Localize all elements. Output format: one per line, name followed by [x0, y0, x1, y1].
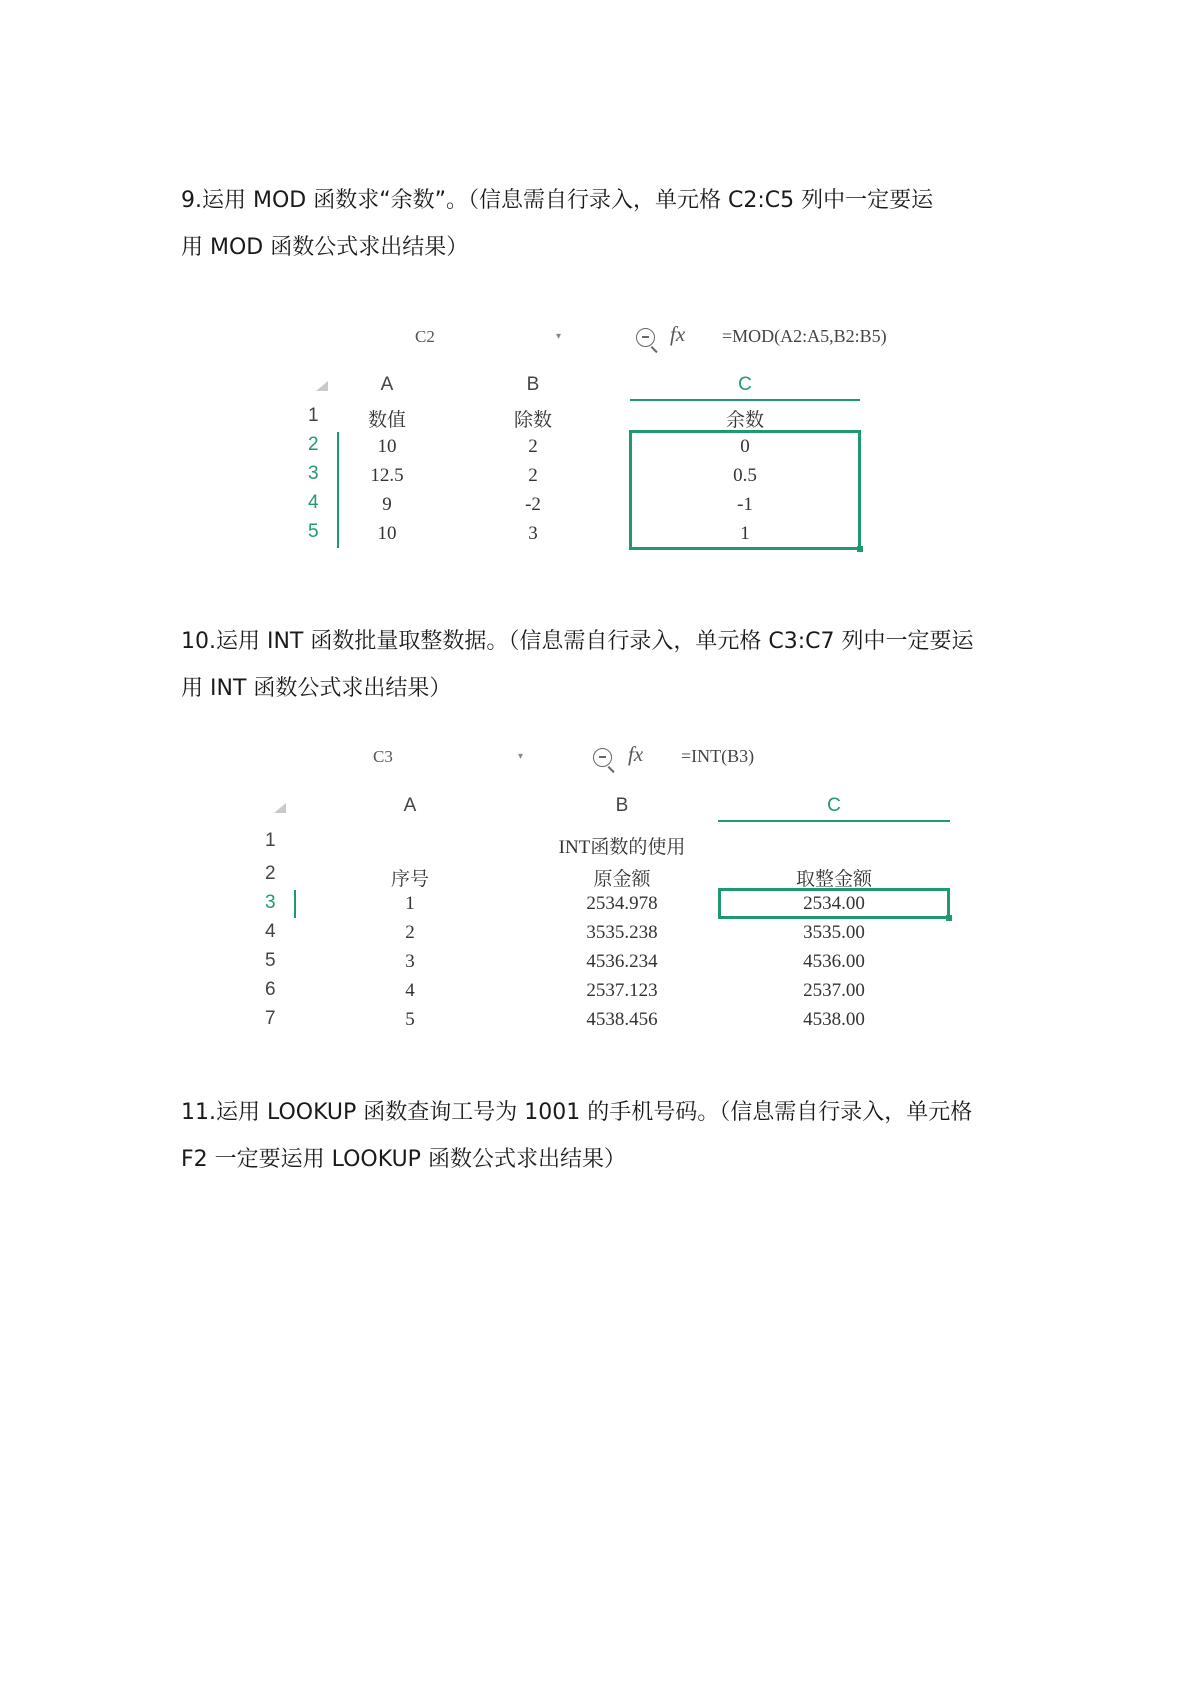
name-box[interactable]: C3 [373, 747, 393, 766]
select-all-corner-icon[interactable] [316, 381, 328, 391]
zoom-icon[interactable] [593, 748, 612, 767]
column-header-c[interactable]: C [738, 374, 752, 395]
cell-c3[interactable]: 0.5 [733, 465, 757, 486]
cell-b2[interactable]: 原金额 [593, 869, 651, 890]
row-header-3[interactable]: 3 [265, 892, 276, 913]
fill-handle[interactable] [946, 915, 952, 921]
cell-c2[interactable]: 取整金额 [795, 869, 873, 890]
selection-range [629, 430, 861, 550]
question-9 [181, 177, 1031, 271]
cell-c5[interactable]: 4536.00 [803, 951, 865, 972]
cell-c3[interactable]: 2534.00 [803, 893, 865, 914]
cell-a3[interactable]: 1 [405, 893, 415, 914]
cell-b2[interactable]: 2 [528, 436, 538, 457]
cell-b7[interactable]: 4538.456 [586, 1009, 658, 1030]
cell-b4[interactable]: 3535.238 [586, 922, 658, 943]
cell-c6[interactable]: 2537.00 [803, 980, 865, 1001]
cell-a1[interactable]: 数值 [367, 410, 407, 431]
cell-a5[interactable]: 3 [405, 951, 415, 972]
row-header-1[interactable]: 1 [308, 405, 319, 426]
active-row-indicator [294, 890, 296, 918]
selection-cell [718, 888, 950, 919]
fx-icon[interactable]: fx [670, 322, 686, 346]
row-header-3[interactable]: 3 [308, 463, 319, 484]
row-header-1[interactable]: 1 [265, 830, 276, 851]
cell-c4[interactable]: -1 [737, 494, 753, 515]
active-rows-indicator [337, 432, 339, 548]
row-header-5[interactable]: 5 [265, 950, 276, 971]
question-11-line-2: F2 一定要运用 LOOKUP 函数公式求出结果） [181, 1147, 626, 1172]
cell-c1[interactable]: 余数 [725, 410, 765, 431]
cell-c5[interactable]: 1 [740, 523, 750, 544]
row-header-2[interactable]: 2 [265, 863, 276, 884]
cell-b1-title[interactable]: INT函数的使用 [558, 837, 686, 858]
cell-c7[interactable]: 4538.00 [803, 1009, 865, 1030]
dropdown-icon[interactable]: ▾ [556, 331, 562, 342]
zoom-icon[interactable] [636, 328, 655, 347]
select-all-corner-icon[interactable] [274, 803, 286, 813]
column-header-b[interactable]: B [615, 795, 629, 816]
name-box[interactable]: C2 [415, 327, 435, 346]
cell-c2[interactable]: 0 [740, 436, 750, 457]
question-10-line-1: 10.运用 INT 函数批量取整数据。（信息需自行录入，单元格 C3:C7 列中一定要运 [181, 629, 974, 654]
row-header-5[interactable]: 5 [308, 521, 319, 542]
formula-bar[interactable]: =INT(B3) [681, 746, 755, 766]
cell-b6[interactable]: 2537.123 [586, 980, 658, 1001]
cell-b3[interactable]: 2 [528, 465, 538, 486]
formula-bar[interactable]: =MOD(A2:A5,B2:B5) [722, 326, 887, 346]
cell-b5[interactable]: 3 [528, 523, 538, 544]
cell-b5[interactable]: 4536.234 [586, 951, 658, 972]
cell-a2[interactable]: 序号 [390, 869, 430, 890]
cell-b4[interactable]: -2 [525, 494, 541, 515]
cell-a5[interactable]: 10 [377, 523, 397, 544]
row-header-4[interactable]: 4 [265, 921, 276, 942]
active-column-underline [718, 820, 950, 822]
column-header-a[interactable]: A [403, 795, 417, 816]
question-11 [181, 1089, 1031, 1183]
question-11-line-1: 11.运用 LOOKUP 函数查询工号为 1001 的手机号码。（信息需自行录入，单元格 [181, 1100, 973, 1125]
cell-a2[interactable]: 10 [377, 436, 397, 457]
cell-c4[interactable]: 3535.00 [803, 922, 865, 943]
row-header-2[interactable]: 2 [308, 434, 319, 455]
cell-a6[interactable]: 4 [405, 980, 415, 1001]
row-header-6[interactable]: 6 [265, 979, 276, 1000]
dropdown-icon[interactable]: ▾ [518, 751, 524, 762]
question-10-line-2: 用 INT 函数公式求出结果） [181, 676, 452, 701]
question-10 [181, 618, 1031, 712]
row-header-7[interactable]: 7 [265, 1008, 276, 1029]
cell-a4[interactable]: 2 [405, 922, 415, 943]
column-header-a[interactable]: A [380, 374, 394, 395]
fill-handle[interactable] [857, 546, 863, 552]
column-header-c[interactable]: C [827, 795, 841, 816]
question-9-line-1: 9.运用 MOD 函数求“余数”。（信息需自行录入，单元格 C2:C5 列中一定要运 [181, 188, 934, 213]
column-header-b[interactable]: B [526, 374, 540, 395]
question-9-line-2: 用 MOD 函数公式求出结果） [181, 235, 469, 260]
cell-b3[interactable]: 2534.978 [586, 893, 658, 914]
row-header-4[interactable]: 4 [308, 492, 319, 513]
active-column-underline [630, 399, 860, 401]
cell-a3[interactable]: 12.5 [370, 465, 404, 486]
fx-icon[interactable]: fx [628, 742, 644, 766]
cell-a4[interactable]: 9 [382, 494, 392, 515]
cell-b1[interactable]: 除数 [513, 410, 553, 431]
cell-a7[interactable]: 5 [405, 1009, 415, 1030]
